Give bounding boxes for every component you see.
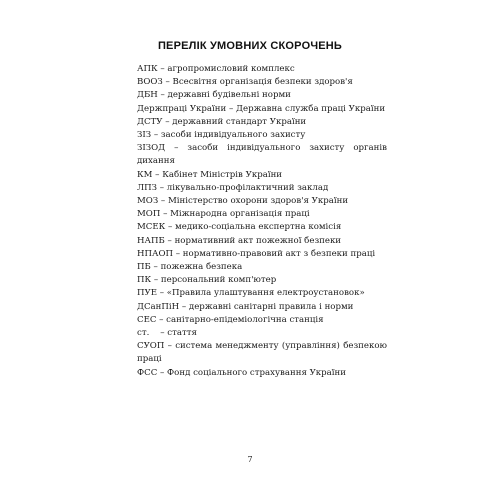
- entry-text: СЕС – санітарно-епідеміологічна станція: [137, 314, 324, 325]
- page-number: 7: [247, 455, 253, 464]
- entry-word: безпекою: [343, 341, 387, 352]
- entry-word: СУОП: [137, 341, 165, 352]
- entry-text: НАПБ – нормативний акт пожежної безпеки: [137, 235, 342, 246]
- list-item: [137, 340, 387, 366]
- entry-text: ст. – стаття: [137, 328, 197, 339]
- entry-continuation: дихання: [137, 156, 175, 167]
- entry-text: АПК – агропромисловий комплекс: [137, 64, 295, 74]
- entry-text: ФСС – Фонд соціального страхування України: [137, 367, 347, 378]
- entry-text: ЛПЗ – лікувально-профілактичний заклад: [137, 182, 329, 193]
- list-item: [137, 63, 387, 76]
- list-item: [137, 103, 387, 116]
- entry-text: МСЕК – медико-соціальна експертна комісія: [137, 222, 342, 233]
- list-item: [137, 367, 387, 380]
- entry-word: органів: [353, 143, 387, 154]
- list-item: [137, 89, 387, 102]
- entry-word: система: [175, 341, 213, 352]
- entry-text: МОП – Міжнародна організація праці: [137, 209, 310, 220]
- entry-text: МОЗ – Міністерство охорони здоров'я України: [137, 196, 349, 207]
- list-item: [137, 182, 387, 195]
- entry-text: ПУЕ – «Правила улаштування електроустановок»: [137, 288, 365, 299]
- list-item: [137, 261, 387, 274]
- entry-continuation: праці: [137, 354, 162, 365]
- entry-text: НПАОП – нормативно-правовий акт з безпеки праці: [137, 248, 376, 259]
- list-item: [137, 287, 387, 300]
- entry-word: засоби: [187, 143, 219, 154]
- entry-text: Держпраці України – Державна служба праці України: [137, 103, 386, 114]
- list-item: [137, 116, 387, 129]
- entry-line-justified: [137, 142, 387, 155]
- list-item: [137, 327, 387, 340]
- entry-word: індивідуального: [227, 143, 301, 154]
- entry-text: ДСТУ – державний стандарт України: [137, 116, 307, 127]
- entry-text: ПБ – пожежна безпека: [137, 262, 243, 273]
- list-item: [137, 169, 387, 182]
- abbreviation-list: [137, 63, 387, 380]
- entry-word: –: [174, 143, 179, 154]
- entry-word: (управління): [281, 341, 340, 352]
- entry-word: захисту: [309, 143, 345, 154]
- entry-word: –: [167, 341, 172, 352]
- list-item: [137, 208, 387, 221]
- entry-word: ЗІЗОД: [137, 143, 166, 154]
- entry-text: ЗІЗ – засоби індивідуального захисту: [137, 130, 306, 141]
- list-item: [137, 274, 387, 287]
- page-title: ПЕРЕЛІК УМОВНИХ СКОРОЧЕНЬ: [157, 40, 343, 52]
- entry-text: ПК – персональний комп'ютер: [137, 275, 277, 286]
- entry-text: ДБН – державні будівельні норми: [137, 90, 291, 101]
- entry-line-justified: [137, 340, 387, 353]
- list-item: [137, 76, 387, 89]
- list-item: [137, 221, 387, 234]
- list-item: [137, 195, 387, 208]
- list-item: [137, 314, 387, 327]
- list-item: [137, 129, 387, 142]
- entry-word: менеджменту: [215, 341, 279, 352]
- list-item: [137, 301, 387, 314]
- list-item: [137, 248, 387, 261]
- list-item: [137, 142, 387, 168]
- entry-text: ВООЗ – Всесвітня організація безпеки здоров'я: [137, 77, 353, 88]
- entry-text: КМ – Кабінет Міністрів України: [137, 169, 283, 180]
- list-item: [137, 235, 387, 248]
- entry-text: ДСанПіН – державні санітарні правила і норми: [137, 301, 354, 312]
